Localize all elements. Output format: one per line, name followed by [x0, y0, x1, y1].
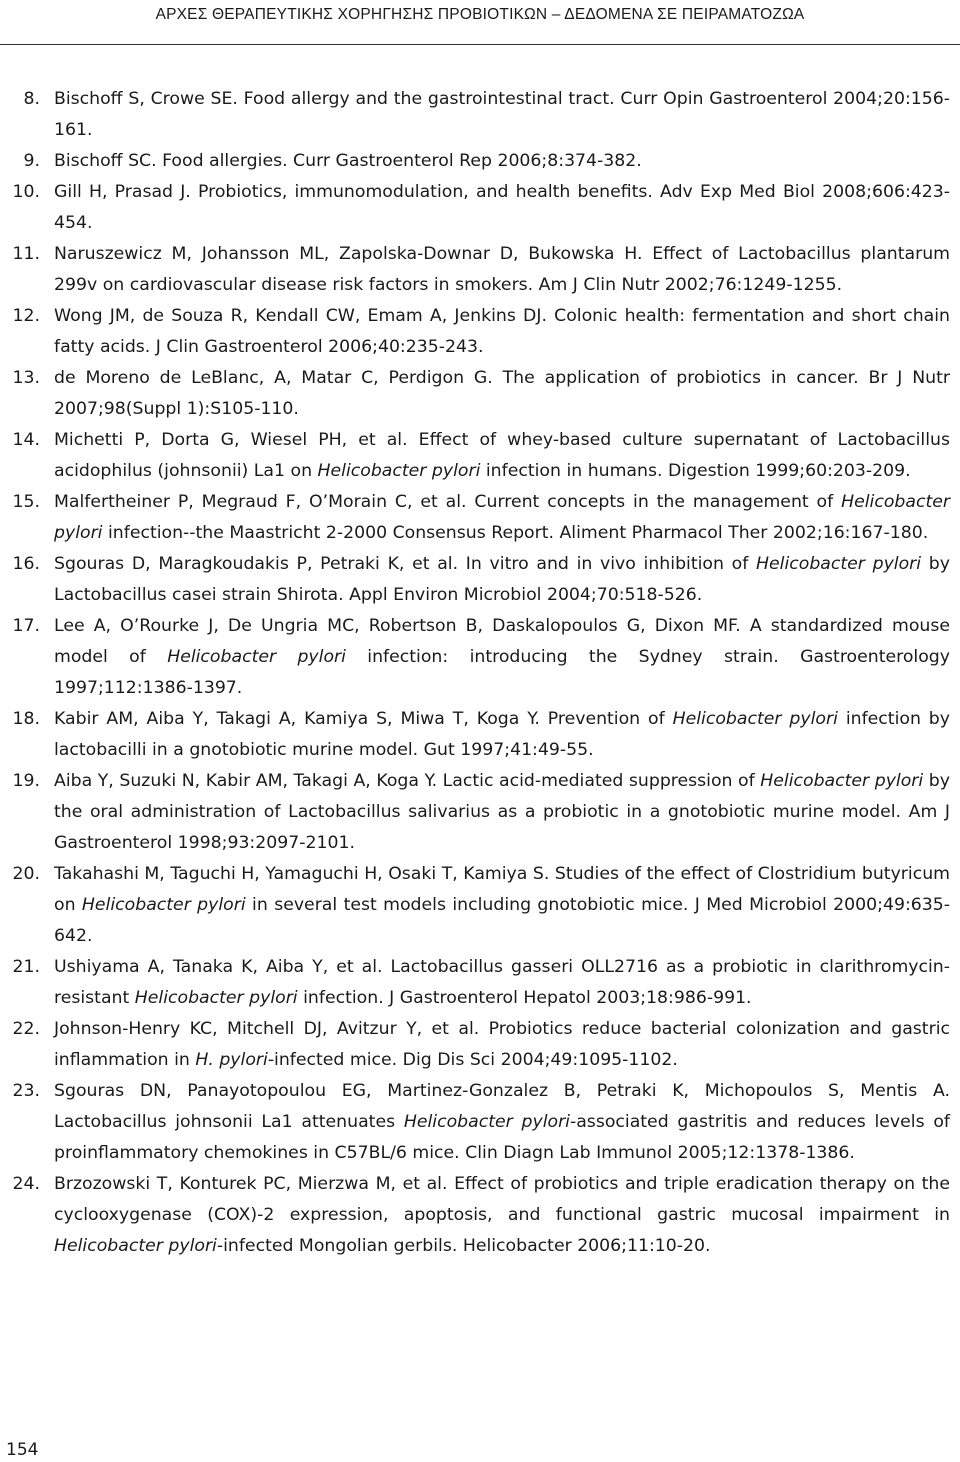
reference-number: 19.	[12, 771, 40, 791]
organism-name: Helicobacter pylori	[760, 771, 924, 791]
reference-text-tail: -infected mice. Dig Dis Sci 2004;49:1095-1102.	[267, 1050, 678, 1070]
reference-text: Kabir AM, Aiba Y, Takagi A, Kamiya S, Miwa T, Koga Y. Prevention of	[54, 709, 673, 729]
reference-text-tail: infection. J Gastroenterol Hepatol 2003;18:986-991.	[297, 988, 752, 1008]
organism-name: H. pylori	[195, 1050, 268, 1070]
reference-item	[0, 146, 960, 177]
reference-text: Aiba Y, Suzuki N, Kabir AM, Takagi A, Koga Y. Lactic acid-mediated suppression of	[54, 771, 761, 791]
reference-text-tail: in several test models including gnotobiotic mice. J Med Microbiol 2000;49:635-642.	[54, 895, 950, 946]
organism-name: Helicobacter pylori	[403, 1112, 570, 1132]
reference-text: Sgouras DN, Panayotopoulou EG, Martinez-Gonzalez B, Petraki K, Michopoulos S, Mentis A. Lactobacillus johnsonii La1 attenuates	[54, 1081, 950, 1132]
reference-number: 20.	[12, 864, 40, 884]
reference-item	[0, 952, 960, 1014]
reference-text: Sgouras D, Maragkoudakis P, Petraki K, et al. In vitro and in vivo inhibition of	[54, 554, 757, 574]
reference-text-tail: -infected Mongolian gerbils. Helicobacter 2006;11:10-20.	[216, 1236, 711, 1256]
reference-text: de Moreno de LeBlanc, A, Matar C, Perdigon G. The application of probiotics in cancer. Br J Nutr 2007;98(Suppl 1):S105-110.	[54, 368, 950, 419]
reference-text: Ushiyama A, Tanaka K, Aiba Y, et al. Lactobacillus gasseri OLL2716 as a probiotic in clarithromycin-resistant	[54, 957, 950, 1008]
reference-text: Naruszewicz M, Johansson ML, Zapolska-Downar D, Bukowska H. Effect of Lactobacillus plantarum 299v on cardiovascular disease risk factors in smokers. Am J Clin Nutr 2002;76:1249-1255.	[54, 244, 950, 295]
reference-text: Bischoff SC. Food allergies. Curr Gastroenterol Rep 2006;8:374-382.	[54, 151, 642, 171]
reference-text: Gill H, Prasad J. Probiotics, immunomodulation, and health benefits. Adv Exp Med Biol 2008;606:423-454.	[54, 182, 950, 233]
reference-item	[0, 1014, 960, 1076]
reference-text: Bischoff S, Crowe SE. Food allergy and the gastrointestinal tract. Curr Opin Gastroenterol 2004;20:156-161.	[54, 89, 950, 140]
reference-number: 24.	[12, 1174, 40, 1194]
reference-item	[0, 1076, 960, 1169]
page-number: 154	[6, 1440, 39, 1460]
reference-text: Johnson-Henry KC, Mitchell DJ, Avitzur Y, et al. Probiotics reduce bacterial colonization and gastric inflammation in	[54, 1019, 950, 1070]
reference-list	[0, 84, 960, 1262]
reference-number: 10.	[12, 182, 40, 202]
reference-text: Wong JM, de Souza R, Kendall CW, Emam A, Jenkins DJ. Colonic health: fermentation and short chain fatty acids. J Clin Gastroenterol 2006;40:235-243.	[54, 306, 950, 357]
organism-name: Helicobacter pylori	[756, 554, 922, 574]
reference-number: 8.	[23, 89, 40, 109]
organism-name: Helicobacter pylori	[672, 709, 838, 729]
reference-text: Lee A, O’Rourke J, De Ungria MC, Robertson B, Daskalopoulos G, Dixon MF. A standardized mouse model of	[54, 616, 950, 667]
reference-item	[0, 177, 960, 239]
reference-text-tail: infection by lactobacilli in a gnotobiotic murine model. Gut 1997;41:49-55.	[54, 709, 951, 760]
reference-text: Takahashi M, Taguchi H, Yamaguchi H, Osaki T, Kamiya S. Studies of the effect of Clostridium butyricum on	[54, 864, 950, 915]
running-header: ΑΡΧΕΣ ΘΕΡΑΠΕΥΤΙΚΗΣ ΧΟΡΗΓΗΣΗΣ ΠΡΟΒΙΟΤΙΚΩΝ – ΔΕΔΟΜΕΝΑ ΣΕ ΠΕΙΡΑΜΑΤΟΖΩΑ	[155, 6, 805, 23]
reference-text: Brzozowski T, Konturek PC, Mierzwa M, et al. Effect of probiotics and triple eradication therapy on the cyclooxygenase (COX)-2 expression, apoptosis, and functional gastric mucosal impairment in	[54, 1174, 950, 1225]
reference-text-tail: by the oral administration of Lactobacillus salivarius as a probiotic in a gnotobiotic murine model. Am J Gastroenterol 1998;93:2097-2101.	[54, 771, 950, 853]
reference-number: 13.	[12, 368, 40, 388]
organism-name: Helicobacter pylori	[54, 1236, 217, 1256]
reference-item	[0, 549, 960, 611]
reference-item	[0, 859, 960, 952]
reference-text: Malfertheiner P, Megraud F, O’Morain C, et al. Current concepts in the management of	[54, 492, 842, 512]
reference-number: 23.	[12, 1081, 40, 1101]
reference-item	[0, 363, 960, 425]
reference-number: 14.	[12, 430, 40, 450]
reference-number: 11.	[12, 244, 40, 264]
reference-number: 22.	[12, 1019, 40, 1039]
reference-number: 9.	[23, 151, 40, 171]
reference-item	[0, 487, 960, 549]
reference-item	[0, 425, 960, 487]
reference-item	[0, 1169, 960, 1262]
reference-item	[0, 84, 960, 146]
reference-number: 15.	[12, 492, 40, 512]
reference-text-tail: infection--the Maastricht 2-2000 Consensus Report. Aliment Pharmacol Ther 2002;16:167-180.	[102, 523, 929, 543]
reference-item	[0, 766, 960, 859]
header-divider	[0, 44, 960, 45]
reference-text-tail: by Lactobacillus casei strain Shirota. Appl Environ Microbiol 2004;70:518-526.	[54, 554, 950, 605]
reference-text-tail: -associated gastritis and reduces levels of proinflammatory chemokines in C57BL/6 mice. Clin Diagn Lab Immunol 2005;12:1378-1386.	[54, 1112, 950, 1163]
reference-text: Michetti P, Dorta G, Wiesel PH, et al. Effect of whey-based culture supernatant of Lactobacillus acidophilus (johnsonii) La1 on	[54, 430, 950, 481]
reference-number: 21.	[12, 957, 40, 977]
reference-number: 18.	[12, 709, 40, 729]
organism-name: Helicobacter pylori	[54, 492, 950, 543]
reference-item	[0, 301, 960, 363]
reference-text-tail: infection: introducing the Sydney strain. Gastroenterology 1997;112:1386-1397.	[54, 647, 950, 698]
reference-item	[0, 704, 960, 766]
reference-item	[0, 611, 960, 704]
organism-name: Helicobacter pylori	[317, 461, 481, 481]
organism-name: Helicobacter pylori	[167, 647, 346, 667]
organism-name: Helicobacter pylori	[134, 988, 298, 1008]
organism-name: Helicobacter pylori	[81, 895, 246, 915]
reference-number: 17.	[12, 616, 40, 636]
reference-text-tail: infection in humans. Digestion 1999;60:203-209.	[480, 461, 911, 481]
reference-number: 16.	[12, 554, 40, 574]
reference-number: 12.	[12, 306, 40, 326]
reference-item	[0, 239, 960, 301]
